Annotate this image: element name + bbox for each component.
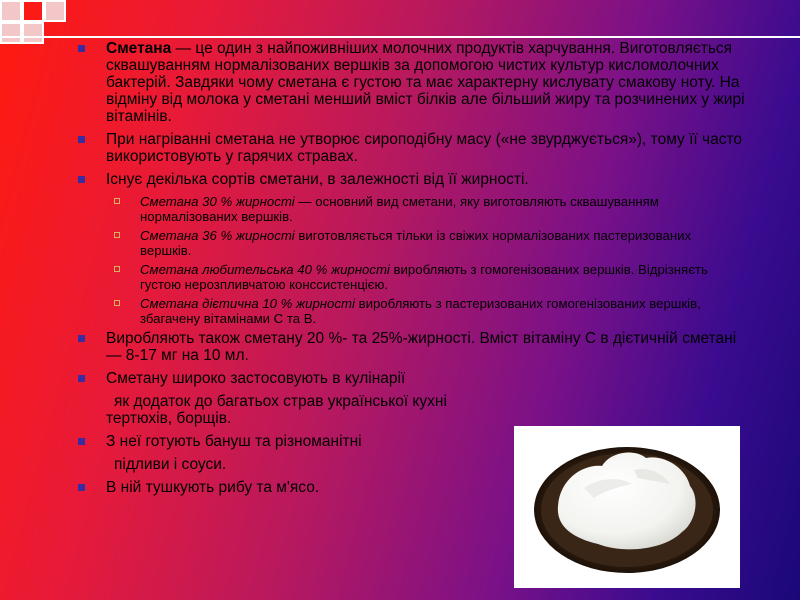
sub-term: Сметана любительська 40 % жирності (140, 262, 390, 277)
decor-square (44, 0, 66, 22)
term-smetana: Сметана (106, 40, 172, 57)
square-bullet-icon (78, 484, 85, 491)
square-bullet-icon (78, 438, 85, 445)
banush-line-2: підливи і соуси. (114, 456, 227, 473)
banush-line-1: З неї готують бануш та різноманітні (106, 433, 362, 450)
square-bullet-icon (78, 335, 85, 342)
decor-line (0, 36, 800, 38)
other-fat-text: Виробляють також сметану 20 %- та 25%-жирності. Вміст вітаміну С в дієтичній сметані — 8-17 мг на 10 мл. (106, 330, 737, 364)
sub-bullet-40 (76, 262, 746, 292)
sub-bullet-30 (76, 194, 746, 224)
bullet-definition (76, 40, 746, 125)
cooking-line-2: як додаток до багатьох страв української кухні (114, 393, 447, 410)
hollow-square-bullet-icon (114, 300, 120, 306)
hollow-square-bullet-icon (114, 266, 120, 272)
varieties-text: Існує декілька сортів сметани, в залежності від її жирності. (106, 171, 529, 188)
square-bullet-icon (78, 176, 85, 183)
decor-square (0, 0, 22, 22)
square-bullet-icon (78, 375, 85, 382)
decor-square (0, 22, 22, 44)
sub-term: Сметана 30 % жирності (140, 194, 295, 209)
sub-text: — основний вид сметани, яку виготовляють сквашуванням нормалізованих вершків. (140, 194, 659, 224)
heating-text: При нагріванні сметана не утворює сироподібну масу («не звурджується»), тому її часто використовують у гарячих стравах. (106, 131, 742, 165)
sub-text: виробляють з пастеризованих гомогенізованих вершків, збагачену вітамінами С та В. (140, 296, 701, 326)
sour-cream-photo (514, 426, 740, 588)
sub-text: виробляють з гомогенізованих вершків. Відрізняєть густою нерозпливчатою конссистенцією. (140, 262, 708, 292)
decor-square (22, 0, 44, 22)
sub-bullet-36 (76, 228, 746, 258)
cooking-line-3: тертюхів, борщів. (106, 410, 232, 427)
sub-term: Сметана дієтична 10 % жирності (140, 296, 355, 311)
cooking-line-1: Сметану широко застосовують в кулінарії (106, 370, 406, 387)
sub-bullet-10 (76, 296, 746, 326)
square-bullet-icon (78, 136, 85, 143)
bullet-varieties (76, 171, 746, 188)
sub-term: Сметана 36 % жирності (140, 228, 295, 243)
bullet-heating (76, 131, 746, 165)
bullet-other-fat (76, 330, 746, 364)
stew-text: В ній тушкують рибу та м'ясо. (106, 479, 320, 496)
sub-text: виготовляється тільки із свіжих нормалізованих пастеризованих вершків. (140, 228, 692, 258)
hollow-square-bullet-icon (114, 198, 120, 204)
definition-text: — це один з найпоживніших молочних продуктів харчування. Виготовляється сквашуванням нормалізованих вершків за допомогою чистих культур кисломолочних бактерій. Завдяки чому сметана є густою та має характерну кислувату смакову ноту. На відміну від молока у сметані менший вміст білків але більший жиру та розчинених у жирі вітамінів. (106, 40, 745, 125)
decor-square (22, 22, 44, 44)
square-bullet-icon (78, 45, 85, 52)
hollow-square-bullet-icon (114, 232, 120, 238)
bullet-cooking (76, 370, 746, 427)
